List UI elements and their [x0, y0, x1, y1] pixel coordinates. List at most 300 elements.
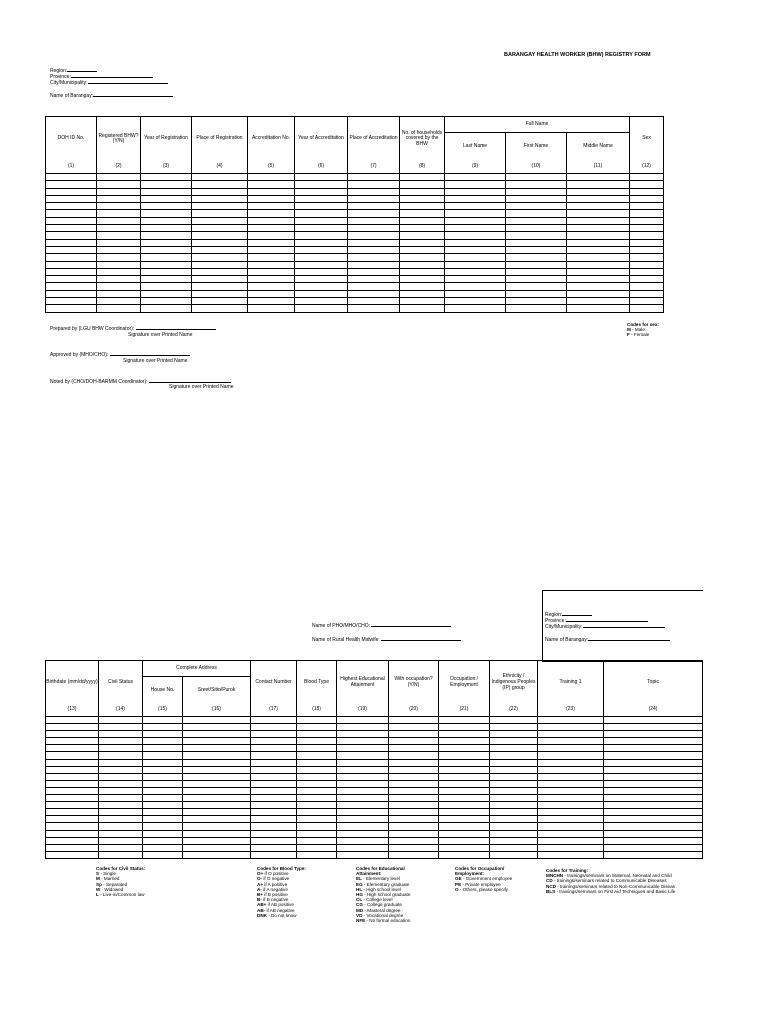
table-cell[interactable]	[604, 830, 703, 837]
table-cell[interactable]	[538, 773, 604, 780]
table-cell[interactable]	[506, 305, 567, 312]
table-cell[interactable]	[248, 203, 295, 210]
table-cell[interactable]	[445, 232, 506, 239]
table-cell[interactable]	[46, 745, 99, 752]
table-cell[interactable]	[337, 752, 389, 759]
table-cell[interactable]	[604, 724, 703, 731]
table-cell[interactable]	[141, 305, 192, 312]
table-cell[interactable]	[604, 766, 703, 773]
table-cell[interactable]	[389, 766, 439, 773]
table-cell[interactable]	[251, 844, 297, 851]
table-cell[interactable]	[348, 261, 400, 268]
table-cell[interactable]	[46, 787, 99, 794]
table-cell[interactable]	[445, 203, 506, 210]
table-cell[interactable]	[630, 268, 664, 275]
table-cell[interactable]	[337, 731, 389, 738]
table-cell[interactable]	[400, 246, 445, 253]
table-cell[interactable]	[630, 246, 664, 253]
table-cell[interactable]	[46, 268, 97, 275]
table-cell[interactable]	[97, 174, 141, 181]
table-cell[interactable]	[99, 766, 143, 773]
table-cell[interactable]	[389, 724, 439, 731]
table-cell[interactable]	[337, 795, 389, 802]
table-cell[interactable]	[183, 717, 251, 724]
table-cell[interactable]	[630, 181, 664, 188]
table-cell[interactable]	[567, 203, 630, 210]
table-cell[interactable]	[99, 773, 143, 780]
table-cell[interactable]	[439, 773, 490, 780]
table-cell[interactable]	[183, 745, 251, 752]
table-cell[interactable]	[348, 174, 400, 181]
table-cell[interactable]	[143, 823, 183, 830]
table-cell[interactable]	[630, 225, 664, 232]
table-cell[interactable]	[506, 174, 567, 181]
table-cell[interactable]	[538, 802, 604, 809]
table-cell[interactable]	[400, 298, 445, 305]
table-cell[interactable]	[97, 283, 141, 290]
table-cell[interactable]	[490, 780, 538, 787]
table-cell[interactable]	[183, 759, 251, 766]
table-cell[interactable]	[46, 731, 99, 738]
table-cell[interactable]	[337, 717, 389, 724]
table-cell[interactable]	[97, 246, 141, 253]
table-cell[interactable]	[389, 738, 439, 745]
table-cell[interactable]	[337, 809, 389, 816]
table-cell[interactable]	[251, 738, 297, 745]
table-cell[interactable]	[297, 717, 337, 724]
table-cell[interactable]	[445, 210, 506, 217]
table-cell[interactable]	[389, 752, 439, 759]
table-cell[interactable]	[630, 239, 664, 246]
table-cell[interactable]	[439, 731, 490, 738]
table-cell[interactable]	[490, 738, 538, 745]
table-cell[interactable]	[538, 717, 604, 724]
table-cell[interactable]	[141, 203, 192, 210]
table-cell[interactable]	[445, 239, 506, 246]
table-cell[interactable]	[439, 759, 490, 766]
table-cell[interactable]	[248, 239, 295, 246]
table-cell[interactable]	[445, 181, 506, 188]
table-cell[interactable]	[604, 816, 703, 823]
table-cell[interactable]	[99, 830, 143, 837]
table-cell[interactable]	[251, 837, 297, 844]
table-cell[interactable]	[183, 823, 251, 830]
table-cell[interactable]	[192, 276, 248, 283]
table-cell[interactable]	[490, 830, 538, 837]
table-cell[interactable]	[538, 844, 604, 851]
table-cell[interactable]	[46, 780, 99, 787]
table-cell[interactable]	[506, 181, 567, 188]
table-cell[interactable]	[506, 239, 567, 246]
table-cell[interactable]	[538, 731, 604, 738]
table-cell[interactable]	[445, 174, 506, 181]
table-cell[interactable]	[400, 225, 445, 232]
table-cell[interactable]	[46, 802, 99, 809]
table-cell[interactable]	[604, 787, 703, 794]
table-cell[interactable]	[604, 717, 703, 724]
table-cell[interactable]	[183, 837, 251, 844]
table-cell[interactable]	[400, 174, 445, 181]
table-cell[interactable]	[46, 290, 97, 297]
table-cell[interactable]	[445, 298, 506, 305]
table-cell[interactable]	[46, 837, 99, 844]
table-cell[interactable]	[143, 738, 183, 745]
table-cell[interactable]	[538, 851, 604, 858]
table-cell[interactable]	[445, 268, 506, 275]
table-cell[interactable]	[297, 837, 337, 844]
table-cell[interactable]	[445, 246, 506, 253]
table-cell[interactable]	[445, 261, 506, 268]
table-cell[interactable]	[567, 283, 630, 290]
table-cell[interactable]	[445, 254, 506, 261]
table-cell[interactable]	[604, 844, 703, 851]
table-cell[interactable]	[192, 261, 248, 268]
table-cell[interactable]	[506, 290, 567, 297]
table-cell[interactable]	[538, 724, 604, 731]
table-cell[interactable]	[337, 780, 389, 787]
table-cell[interactable]	[506, 276, 567, 283]
table-cell[interactable]	[251, 816, 297, 823]
table-cell[interactable]	[348, 225, 400, 232]
table-cell[interactable]	[630, 195, 664, 202]
table-cell[interactable]	[141, 239, 192, 246]
table-cell[interactable]	[99, 759, 143, 766]
table-cell[interactable]	[400, 254, 445, 261]
table-cell[interactable]	[143, 752, 183, 759]
table-cell[interactable]	[337, 745, 389, 752]
table-cell[interactable]	[295, 298, 348, 305]
table-cell[interactable]	[99, 851, 143, 858]
table-cell[interactable]	[490, 731, 538, 738]
table-cell[interactable]	[297, 830, 337, 837]
table-cell[interactable]	[445, 290, 506, 297]
table-cell[interactable]	[295, 290, 348, 297]
table-cell[interactable]	[183, 738, 251, 745]
table-cell[interactable]	[490, 802, 538, 809]
table-cell[interactable]	[490, 795, 538, 802]
table-cell[interactable]	[192, 181, 248, 188]
table-cell[interactable]	[251, 809, 297, 816]
table-cell[interactable]	[99, 823, 143, 830]
table-cell[interactable]	[192, 195, 248, 202]
table-cell[interactable]	[389, 837, 439, 844]
table-cell[interactable]	[567, 210, 630, 217]
table-cell[interactable]	[604, 851, 703, 858]
table-cell[interactable]	[143, 724, 183, 731]
table-cell[interactable]	[538, 795, 604, 802]
table-cell[interactable]	[400, 188, 445, 195]
table-cell[interactable]	[46, 254, 97, 261]
table-cell[interactable]	[439, 851, 490, 858]
table-cell[interactable]	[295, 276, 348, 283]
table-cell[interactable]	[295, 268, 348, 275]
table-cell[interactable]	[46, 305, 97, 312]
table-cell[interactable]	[337, 844, 389, 851]
table-cell[interactable]	[630, 298, 664, 305]
table-cell[interactable]	[490, 844, 538, 851]
table-cell[interactable]	[297, 780, 337, 787]
table-cell[interactable]	[248, 174, 295, 181]
table-cell[interactable]	[46, 773, 99, 780]
table-cell[interactable]	[99, 795, 143, 802]
table-cell[interactable]	[46, 809, 99, 816]
table-cell[interactable]	[439, 752, 490, 759]
table-cell[interactable]	[490, 745, 538, 752]
table-cell[interactable]	[604, 837, 703, 844]
table-cell[interactable]	[538, 837, 604, 844]
table-cell[interactable]	[567, 195, 630, 202]
table-cell[interactable]	[251, 830, 297, 837]
table-cell[interactable]	[567, 181, 630, 188]
table-cell[interactable]	[630, 305, 664, 312]
table-cell[interactable]	[141, 283, 192, 290]
table-cell[interactable]	[97, 210, 141, 217]
table-cell[interactable]	[400, 261, 445, 268]
table-cell[interactable]	[192, 174, 248, 181]
table-cell[interactable]	[46, 217, 97, 224]
table-cell[interactable]	[141, 225, 192, 232]
table-cell[interactable]	[400, 276, 445, 283]
table-cell[interactable]	[295, 305, 348, 312]
table-cell[interactable]	[337, 816, 389, 823]
table-cell[interactable]	[97, 261, 141, 268]
table-cell[interactable]	[248, 181, 295, 188]
table-cell[interactable]	[251, 752, 297, 759]
table-cell[interactable]	[46, 759, 99, 766]
table-cell[interactable]	[141, 210, 192, 217]
table-cell[interactable]	[248, 210, 295, 217]
table-cell[interactable]	[538, 823, 604, 830]
table-cell[interactable]	[297, 766, 337, 773]
table-cell[interactable]	[567, 232, 630, 239]
table-cell[interactable]	[183, 830, 251, 837]
table-cell[interactable]	[348, 290, 400, 297]
table-cell[interactable]	[248, 232, 295, 239]
table-cell[interactable]	[400, 203, 445, 210]
table-cell[interactable]	[97, 232, 141, 239]
table-cell[interactable]	[183, 724, 251, 731]
table-cell[interactable]	[295, 195, 348, 202]
table-cell[interactable]	[604, 780, 703, 787]
table-cell[interactable]	[183, 766, 251, 773]
table-cell[interactable]	[46, 738, 99, 745]
table-cell[interactable]	[490, 837, 538, 844]
table-cell[interactable]	[604, 738, 703, 745]
table-cell[interactable]	[248, 298, 295, 305]
table-cell[interactable]	[337, 738, 389, 745]
table-cell[interactable]	[46, 851, 99, 858]
table-cell[interactable]	[97, 203, 141, 210]
table-cell[interactable]	[439, 780, 490, 787]
table-cell[interactable]	[348, 195, 400, 202]
table-cell[interactable]	[337, 773, 389, 780]
table-cell[interactable]	[143, 816, 183, 823]
table-cell[interactable]	[192, 203, 248, 210]
table-cell[interactable]	[490, 724, 538, 731]
table-cell[interactable]	[337, 759, 389, 766]
table-cell[interactable]	[348, 217, 400, 224]
table-cell[interactable]	[143, 759, 183, 766]
table-cell[interactable]	[439, 795, 490, 802]
table-cell[interactable]	[297, 787, 337, 794]
table-cell[interactable]	[251, 759, 297, 766]
table-cell[interactable]	[567, 217, 630, 224]
table-cell[interactable]	[439, 745, 490, 752]
table-cell[interactable]	[141, 261, 192, 268]
table-cell[interactable]	[400, 305, 445, 312]
table-cell[interactable]	[490, 823, 538, 830]
table-cell[interactable]	[251, 773, 297, 780]
table-cell[interactable]	[192, 210, 248, 217]
table-cell[interactable]	[348, 276, 400, 283]
table-cell[interactable]	[604, 759, 703, 766]
table-cell[interactable]	[183, 802, 251, 809]
table-cell[interactable]	[389, 787, 439, 794]
table-cell[interactable]	[297, 752, 337, 759]
table-cell[interactable]	[251, 787, 297, 794]
table-cell[interactable]	[295, 283, 348, 290]
table-cell[interactable]	[295, 261, 348, 268]
table-cell[interactable]	[251, 851, 297, 858]
table-cell[interactable]	[567, 225, 630, 232]
table-cell[interactable]	[251, 780, 297, 787]
table-cell[interactable]	[439, 766, 490, 773]
table-cell[interactable]	[141, 188, 192, 195]
table-cell[interactable]	[389, 745, 439, 752]
table-cell[interactable]	[400, 195, 445, 202]
table-cell[interactable]	[183, 752, 251, 759]
table-cell[interactable]	[141, 174, 192, 181]
table-cell[interactable]	[389, 773, 439, 780]
table-cell[interactable]	[295, 225, 348, 232]
table-cell[interactable]	[97, 181, 141, 188]
table-cell[interactable]	[348, 188, 400, 195]
table-cell[interactable]	[248, 246, 295, 253]
table-cell[interactable]	[251, 745, 297, 752]
table-cell[interactable]	[248, 195, 295, 202]
table-cell[interactable]	[389, 844, 439, 851]
table-cell[interactable]	[295, 188, 348, 195]
table-cell[interactable]	[99, 844, 143, 851]
table-cell[interactable]	[183, 809, 251, 816]
table-cell[interactable]	[630, 188, 664, 195]
table-cell[interactable]	[490, 787, 538, 794]
table-cell[interactable]	[389, 795, 439, 802]
table-cell[interactable]	[337, 851, 389, 858]
table-cell[interactable]	[248, 283, 295, 290]
table-cell[interactable]	[490, 766, 538, 773]
table-cell[interactable]	[630, 232, 664, 239]
table-cell[interactable]	[46, 181, 97, 188]
table-cell[interactable]	[490, 816, 538, 823]
table-cell[interactable]	[490, 752, 538, 759]
table-cell[interactable]	[567, 290, 630, 297]
table-cell[interactable]	[141, 290, 192, 297]
table-cell[interactable]	[348, 246, 400, 253]
table-cell[interactable]	[567, 254, 630, 261]
table-cell[interactable]	[143, 717, 183, 724]
table-cell[interactable]	[538, 830, 604, 837]
table-cell[interactable]	[439, 823, 490, 830]
table-cell[interactable]	[192, 239, 248, 246]
table-cell[interactable]	[490, 717, 538, 724]
table-cell[interactable]	[251, 795, 297, 802]
table-cell[interactable]	[251, 802, 297, 809]
table-cell[interactable]	[46, 195, 97, 202]
table-cell[interactable]	[183, 780, 251, 787]
table-cell[interactable]	[46, 283, 97, 290]
table-cell[interactable]	[337, 802, 389, 809]
table-cell[interactable]	[141, 276, 192, 283]
table-cell[interactable]	[630, 290, 664, 297]
table-cell[interactable]	[192, 268, 248, 275]
table-cell[interactable]	[99, 802, 143, 809]
table-cell[interactable]	[183, 816, 251, 823]
table-cell[interactable]	[630, 283, 664, 290]
table-cell[interactable]	[490, 851, 538, 858]
table-cell[interactable]	[439, 809, 490, 816]
table-cell[interactable]	[141, 298, 192, 305]
table-cell[interactable]	[143, 795, 183, 802]
table-cell[interactable]	[604, 802, 703, 809]
table-cell[interactable]	[348, 268, 400, 275]
table-cell[interactable]	[248, 225, 295, 232]
table-cell[interactable]	[143, 802, 183, 809]
table-cell[interactable]	[506, 246, 567, 253]
table-cell[interactable]	[46, 246, 97, 253]
table-cell[interactable]	[604, 795, 703, 802]
table-cell[interactable]	[538, 759, 604, 766]
table-cell[interactable]	[297, 773, 337, 780]
table-cell[interactable]	[99, 809, 143, 816]
table-cell[interactable]	[604, 773, 703, 780]
table-cell[interactable]	[439, 738, 490, 745]
table-cell[interactable]	[141, 217, 192, 224]
table-cell[interactable]	[506, 195, 567, 202]
table-cell[interactable]	[297, 823, 337, 830]
table-cell[interactable]	[143, 780, 183, 787]
table-cell[interactable]	[99, 752, 143, 759]
table-cell[interactable]	[192, 217, 248, 224]
table-cell[interactable]	[46, 724, 99, 731]
table-cell[interactable]	[192, 254, 248, 261]
table-cell[interactable]	[337, 823, 389, 830]
table-cell[interactable]	[295, 254, 348, 261]
table-cell[interactable]	[630, 276, 664, 283]
table-cell[interactable]	[99, 816, 143, 823]
table-cell[interactable]	[506, 217, 567, 224]
table-cell[interactable]	[337, 766, 389, 773]
table-cell[interactable]	[46, 844, 99, 851]
table-cell[interactable]	[400, 239, 445, 246]
table-cell[interactable]	[97, 225, 141, 232]
table-cell[interactable]	[297, 731, 337, 738]
table-cell[interactable]	[99, 738, 143, 745]
table-cell[interactable]	[97, 254, 141, 261]
table-cell[interactable]	[630, 254, 664, 261]
table-cell[interactable]	[183, 731, 251, 738]
table-cell[interactable]	[143, 773, 183, 780]
table-cell[interactable]	[604, 745, 703, 752]
table-cell[interactable]	[141, 246, 192, 253]
table-cell[interactable]	[389, 823, 439, 830]
table-cell[interactable]	[506, 283, 567, 290]
table-cell[interactable]	[248, 276, 295, 283]
table-cell[interactable]	[567, 268, 630, 275]
table-cell[interactable]	[295, 232, 348, 239]
table-cell[interactable]	[99, 787, 143, 794]
table-cell[interactable]	[445, 225, 506, 232]
